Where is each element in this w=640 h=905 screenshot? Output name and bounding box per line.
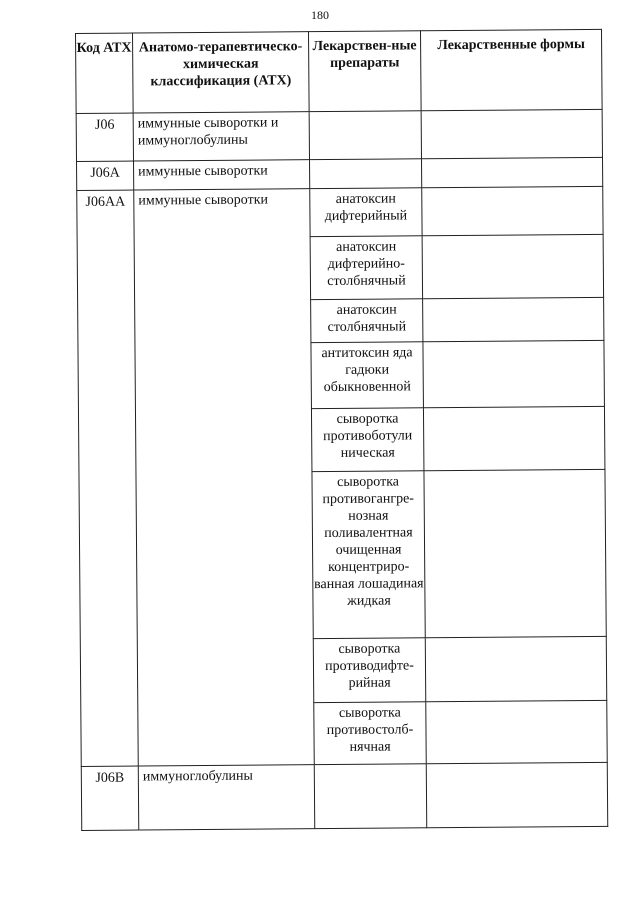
form-cell-empty bbox=[422, 186, 603, 235]
form-cell-empty bbox=[421, 157, 602, 187]
form-cell-empty bbox=[421, 109, 602, 158]
drug-name: анатоксин столбнячный bbox=[311, 299, 423, 343]
table-row bbox=[77, 186, 603, 238]
form-cell-empty bbox=[423, 406, 604, 470]
atx-code: J06B bbox=[81, 766, 139, 830]
form-cell-empty bbox=[422, 234, 603, 298]
drug-cell-empty bbox=[309, 111, 421, 160]
drug-name: анатоксин дифтерийный bbox=[310, 188, 422, 237]
drug-name: сыворотка противогангре-нозная поливалентная очищенная концентриро-ванная лошадиная жидкая bbox=[312, 471, 425, 639]
table-row bbox=[77, 157, 603, 190]
header-code: Код АТХ bbox=[76, 33, 134, 113]
table-header-row bbox=[76, 29, 603, 113]
form-cell-empty bbox=[423, 297, 604, 341]
atx-classification-table bbox=[75, 29, 608, 831]
form-cell-empty bbox=[426, 700, 607, 763]
atx-code: J06 bbox=[76, 113, 133, 161]
drug-name: анатоксин дифтерийно-столбнячный bbox=[310, 236, 422, 300]
drug-cell-empty bbox=[314, 764, 426, 829]
atx-classification: иммуноглобулины bbox=[138, 765, 314, 830]
form-cell-empty bbox=[425, 636, 606, 701]
atx-classification: иммунные сыворотки bbox=[134, 160, 310, 190]
drug-name: сыворотка противодифте-рийная bbox=[313, 638, 425, 703]
header-forms: Лекарственные формы bbox=[420, 29, 602, 110]
drug-name: антитоксин яда гадюки обыкновенной bbox=[311, 342, 424, 409]
drug-name: сыворотка противостолб-нячная bbox=[314, 702, 426, 765]
atx-classification: иммунные сыворотки bbox=[134, 189, 315, 766]
atx-code: J06AA bbox=[77, 190, 139, 766]
page-number: 180 bbox=[311, 8, 329, 22]
atx-code: J06A bbox=[77, 161, 134, 190]
form-cell-empty bbox=[423, 340, 605, 407]
form-cell-empty bbox=[424, 469, 606, 637]
drug-cell-empty bbox=[310, 159, 422, 189]
table-row bbox=[76, 109, 602, 161]
header-drugs: Лекарствен-ные препараты bbox=[308, 31, 421, 112]
form-cell-empty bbox=[426, 762, 607, 827]
header-classification: Анатомо-терапевтическо-химическая классификация (АТХ) bbox=[133, 32, 310, 113]
atx-classification: иммунные сыворотки и иммуноглобулины bbox=[133, 112, 309, 161]
drug-name: сыворотка противоботули ническая bbox=[311, 408, 423, 472]
table-row bbox=[81, 762, 607, 830]
